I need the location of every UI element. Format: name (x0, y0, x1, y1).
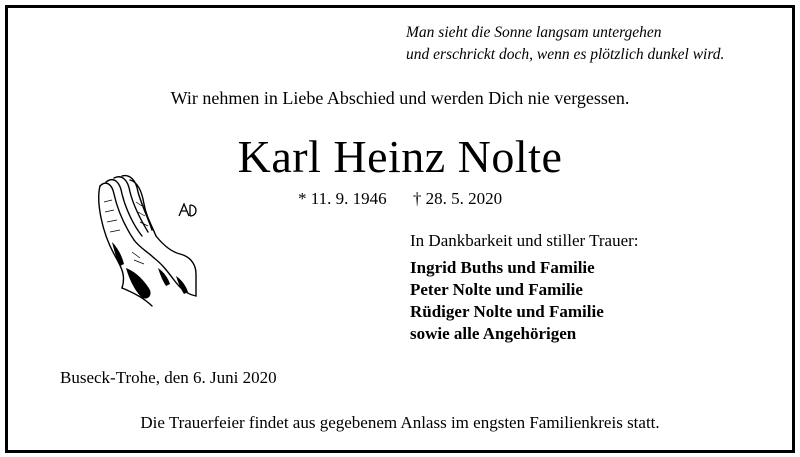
birth-date: * 11. 9. 1946 (298, 189, 387, 208)
quote-line-1: Man sieht die Sonne langsam untergehen (406, 24, 662, 41)
quote-line-2: und erschrickt doch, wenn es plötzlich dunkel wird. (406, 46, 725, 63)
life-dates (298, 189, 502, 209)
mourner-4: sowie alle Angehörigen (410, 324, 577, 343)
place-date: Buseck-Trohe, den 6. Juni 2020 (60, 368, 277, 387)
mourner-1: Ingrid Buths und Familie (410, 258, 595, 277)
funeral-notice: Die Trauerfeier findet aus gegebenem Anlass im engsten Familienkreis statt. (140, 413, 660, 432)
mourning-intro: In Dankbarkeit und stiller Trauer: (410, 231, 639, 250)
praying-hands-icon (92, 172, 202, 312)
mourner-3: Rüdiger Nolte und Familie (410, 302, 604, 321)
mourners-list (410, 257, 604, 345)
quote-block (406, 22, 724, 66)
monogram-icon (178, 203, 200, 217)
intro-text: Wir nehmen in Liebe Abschied und werden Dich nie vergessen. (170, 88, 630, 108)
death-date: † 28. 5. 2020 (412, 189, 503, 208)
mourner-2: Peter Nolte und Familie (410, 280, 583, 299)
deceased-name: Karl Heinz Nolte (237, 131, 563, 182)
